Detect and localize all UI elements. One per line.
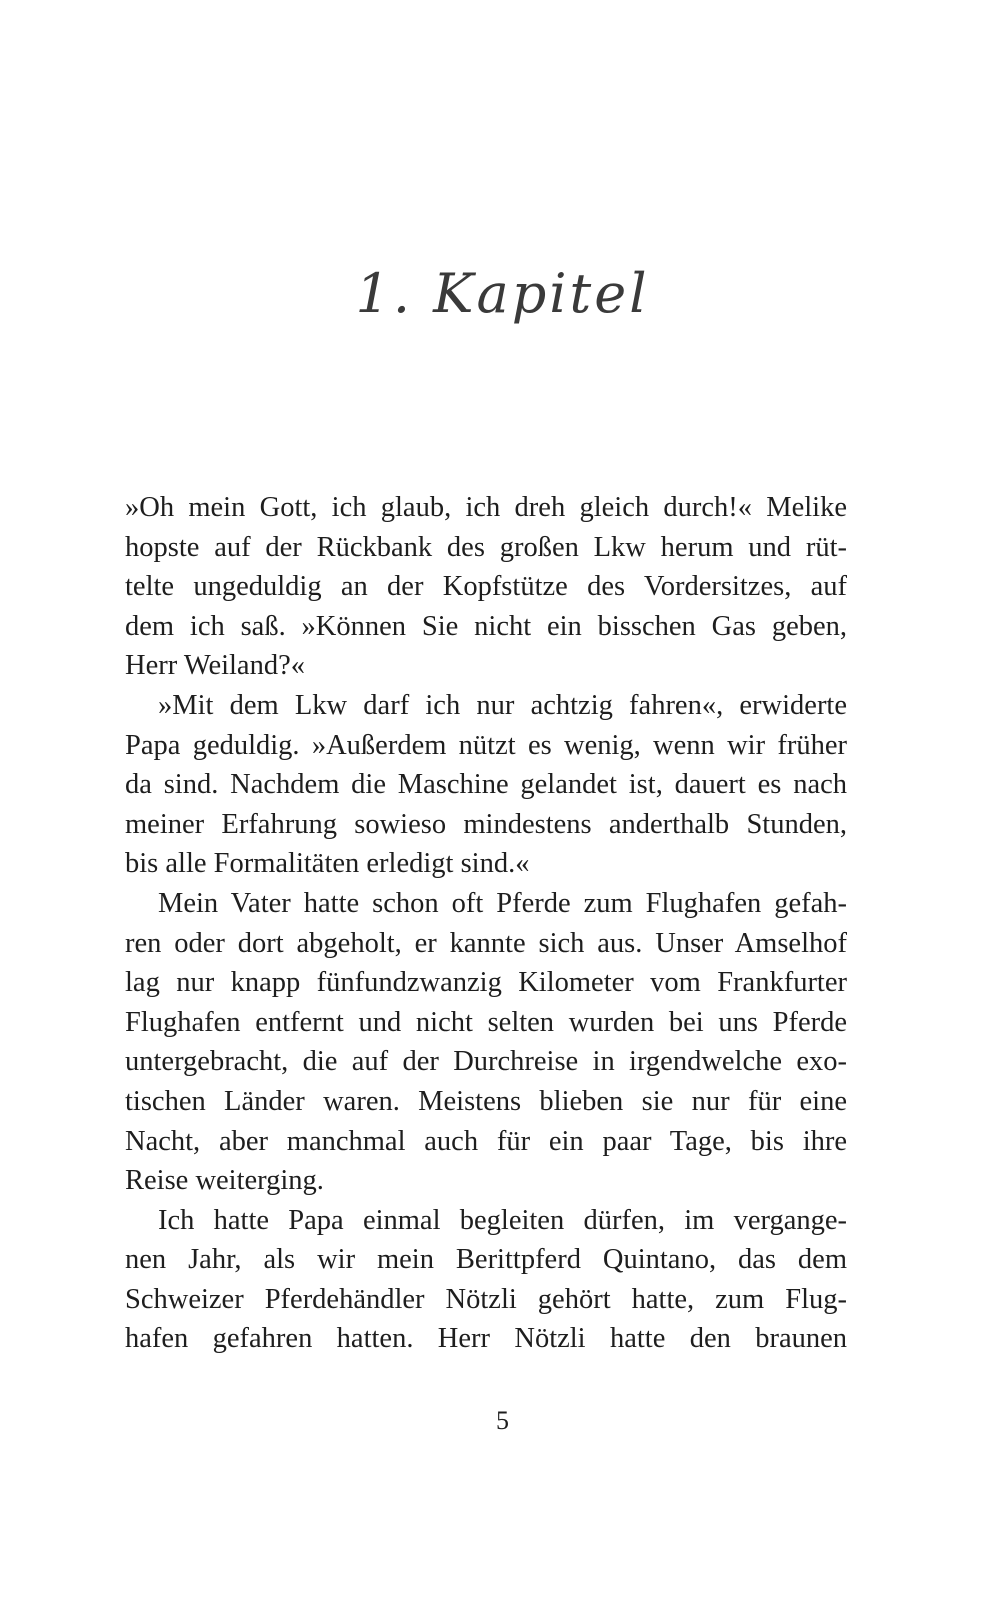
text-line: dem ich saß. »Können Sie nicht ein bisschen Gas geben, — [125, 610, 847, 642]
text-line: untergebracht, die auf der Durchreise in irgendwelche exo- — [125, 1046, 847, 1078]
text-line: da sind. Nachdem die Maschine gelandet ist, dauert es nach — [125, 769, 847, 801]
page-number: 5 — [496, 1406, 509, 1435]
text-line: Nacht, aber manchmal auch für ein paar Tage, bis ihre — [125, 1125, 847, 1157]
text-line: telte ungeduldig an der Kopfstütze des Vordersitzes, auf — [125, 571, 847, 603]
text-line: ren oder dort abgeholt, er kannte sich aus. Unser Amselhof — [125, 927, 847, 959]
text-line: hafen gefahren hatten. Herr Nötzli hatte den braunen — [125, 1323, 847, 1355]
body-text — [125, 488, 847, 1359]
text-line: hopste auf der Rückbank des großen Lkw herum und rüt- — [125, 531, 847, 563]
paragraph — [125, 686, 847, 884]
paragraph — [125, 488, 847, 686]
text-line: »Mit dem Lkw darf ich nur achtzig fahren«, erwiderte — [158, 689, 847, 721]
text-line: Mein Vater hatte schon oft Pferde zum Flughafen gefah- — [158, 887, 847, 919]
paragraph — [125, 1201, 847, 1359]
paragraph — [125, 884, 847, 1201]
text-line: Papa geduldig. »Außerdem nützt es wenig, wenn wir früher — [125, 729, 847, 761]
text-line: tischen Länder waren. Meistens blieben sie nur für eine — [125, 1085, 847, 1117]
chapter-title: 1. Kapitel — [355, 262, 650, 325]
text-line: Flughafen entfernt und nicht selten wurden bei uns Pferde — [125, 1006, 847, 1038]
text-line: Schweizer Pferdehändler Nötzli gehört hatte, zum Flug- — [125, 1283, 847, 1315]
text-line: bis alle Formalitäten erledigt sind.« — [125, 848, 530, 880]
text-line: Ich hatte Papa einmal begleiten dürfen, im vergange- — [158, 1204, 847, 1236]
text-line: nen Jahr, als wir mein Berittpferd Quintano, das dem — [125, 1244, 847, 1276]
text-line: »Oh mein Gott, ich glaub, ich dreh gleich durch!« Melike — [125, 492, 847, 523]
text-line: Reise weiterging. — [125, 1165, 324, 1197]
text-line: meiner Erfahrung sowieso mindestens anderthalb Stunden, — [125, 808, 847, 840]
text-line: Herr Weiland?« — [125, 650, 305, 682]
text-line: lag nur knapp fünfundzwanzig Kilometer vom Frankfurter — [125, 967, 847, 999]
